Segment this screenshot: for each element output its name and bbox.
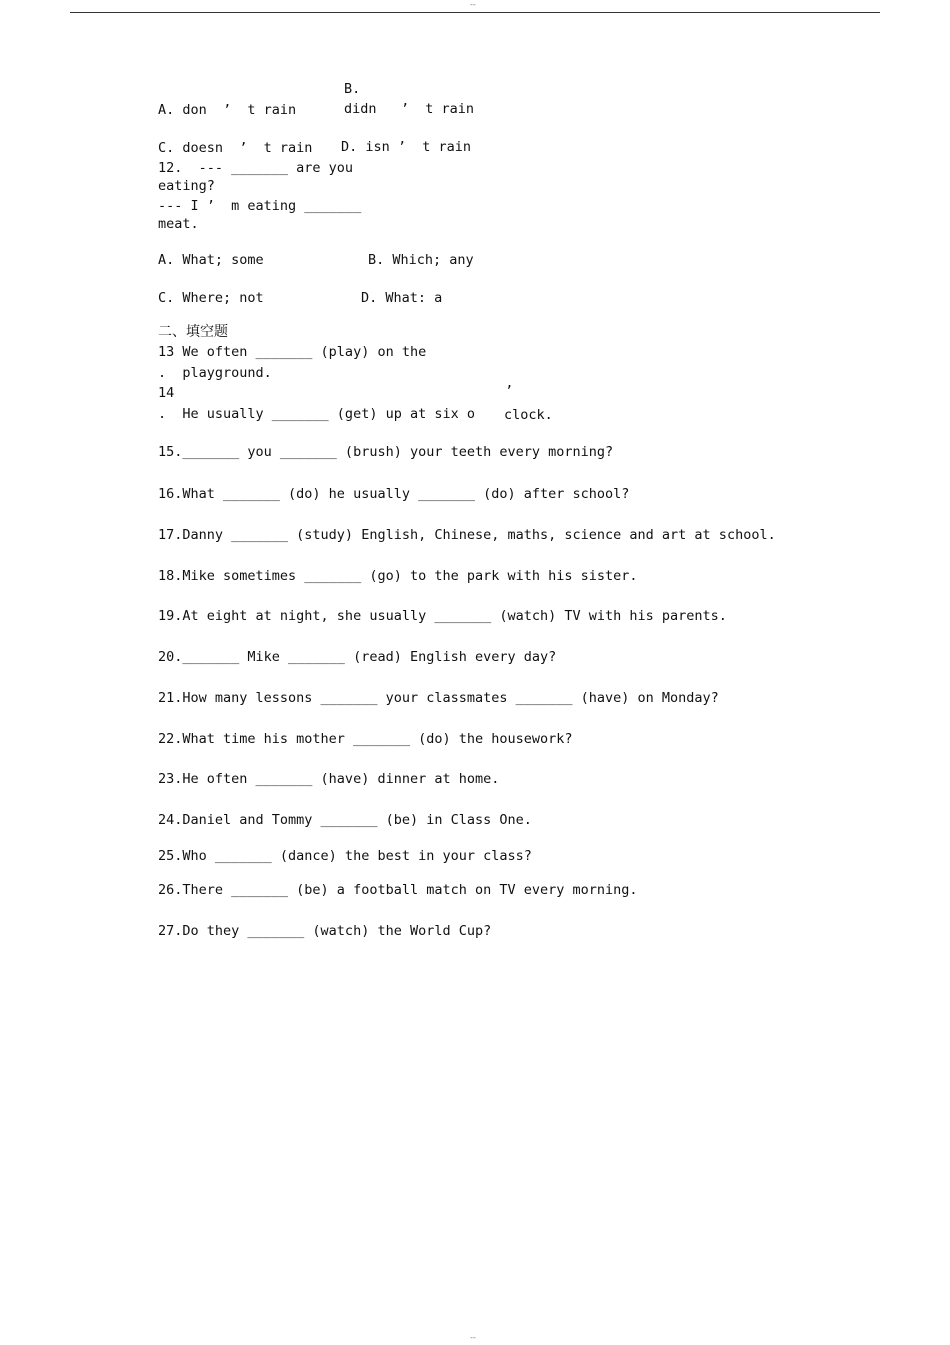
section-title: 二、填空题 — [158, 324, 228, 340]
question-17: 17.Danny _______ (study) English, Chinese, maths, science and art at school. — [158, 527, 776, 543]
q12-option-d: D. What: a — [361, 290, 443, 306]
q12-line2: eating? — [158, 178, 215, 194]
question-15: 15._______ you _______ (brush) your teeth every morning? — [158, 444, 614, 460]
question-26: 26.There _______ (be) a football match on TV every morning. — [158, 882, 638, 898]
q11-option-d: D. isn ’ t rain — [341, 139, 472, 155]
q12-line3: --- I ’ m eating _______ — [158, 198, 362, 214]
q11-option-a: A. don ’ t rain — [158, 102, 297, 118]
question-16: 16.What _______ (do) he usually _______ (do) after school? — [158, 486, 630, 502]
question-19: 19.At eight at night, she usually _______ (watch) TV with his parents. — [158, 608, 727, 624]
q12-option-c: C. Where; not — [158, 290, 264, 306]
q12-line4: meat. — [158, 216, 199, 232]
q13-line1: 13 We often _______ (play) on the — [158, 344, 427, 360]
q11-option-b: didn ’ t rain — [344, 101, 475, 117]
header-mark: -- — [470, 0, 476, 9]
question-18: 18.Mike sometimes _______ (go) to the park with his sister. — [158, 568, 638, 584]
q12-option-a: A. What; some — [158, 252, 264, 268]
q11-option-b-letter: B. — [344, 81, 361, 97]
q13-line2: . playground. — [158, 365, 272, 381]
question-21: 21.How many lessons _______ your classmates _______ (have) on Monday? — [158, 690, 719, 706]
q14-number: 14 — [158, 385, 175, 401]
top-rule — [70, 12, 880, 13]
question-25: 25.Who _______ (dance) the best in your class? — [158, 848, 532, 864]
q14-line: . He usually _______ (get) up at six o — [158, 406, 475, 422]
question-27: 27.Do they _______ (watch) the World Cup? — [158, 923, 492, 939]
question-22: 22.What time his mother _______ (do) the housework? — [158, 731, 573, 747]
q12-line1: 12. --- _______ are you — [158, 160, 354, 176]
q14-tail: clock. — [504, 407, 553, 423]
question-23: 23.He often _______ (have) dinner at home. — [158, 771, 500, 787]
question-24: 24.Daniel and Tommy _______ (be) in Class One. — [158, 812, 532, 828]
q14-apostrophe: ’ — [505, 383, 514, 399]
q11-option-c: C. doesn ’ t rain — [158, 140, 313, 156]
q12-option-b: B. Which; any — [368, 252, 474, 268]
footer-mark: -- — [470, 1333, 476, 1342]
question-20: 20._______ Mike _______ (read) English every day? — [158, 649, 557, 665]
